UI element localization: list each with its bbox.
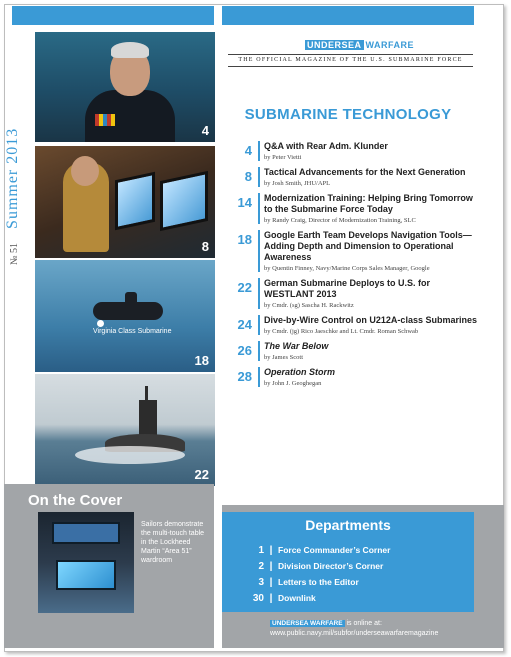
department-item[interactable] xyxy=(228,590,474,606)
toc-divider xyxy=(258,193,260,224)
toc-author: by Josh Smith, JHU/APL xyxy=(264,180,331,187)
toc-title: Dive-by-Wire Control on U212A-class Submarines xyxy=(264,315,477,325)
logo-undersea: UNDERSEA xyxy=(307,40,362,50)
toc-divider xyxy=(258,315,260,335)
masthead-rule xyxy=(228,54,473,55)
console-screen xyxy=(115,172,155,231)
toc-page-number: 4 xyxy=(244,143,252,158)
toc-title: Operation Storm xyxy=(264,367,336,377)
spray-shape xyxy=(75,446,185,464)
online-url-text: is online at: www.public.navy.mil/subfor/underseawarfaremagazine xyxy=(270,620,439,637)
toc-divider xyxy=(258,341,260,361)
toc-page-number: 22 xyxy=(237,280,252,295)
department-page: 1 xyxy=(258,544,264,556)
department-page: 2 xyxy=(258,560,264,572)
masthead-rule xyxy=(228,66,473,67)
top-bar-right xyxy=(222,6,474,25)
photo-sailor-console[interactable] xyxy=(35,146,215,258)
department-item[interactable] xyxy=(228,558,474,574)
photo-german-submarine[interactable] xyxy=(35,374,215,486)
top-bar-left xyxy=(12,6,214,25)
toc-entry[interactable] xyxy=(228,315,478,335)
submarine-sail-shape xyxy=(139,400,157,438)
toc-entry[interactable] xyxy=(228,278,478,309)
toc-entry[interactable] xyxy=(228,193,478,224)
wall-screen-shape xyxy=(52,522,120,544)
photo-page-number: 18 xyxy=(194,353,209,368)
toc-title: Tactical Advancements for the Next Generation xyxy=(264,167,466,177)
toc-entry[interactable] xyxy=(228,141,478,161)
table-of-contents xyxy=(228,141,478,393)
section-title: SUBMARINE TECHNOLOGY xyxy=(244,106,452,123)
cover-caption: Sailors demonstrate the multi-touch table in the Lockheed Martin “Area 51” wardroom xyxy=(141,521,205,564)
department-label: Letters to the Editor xyxy=(278,577,359,587)
toc-title: Google Earth Team Develops Navigation Tools— Adding Depth and Dimension to Operational Awareness xyxy=(264,230,472,262)
department-page: 3 xyxy=(258,576,264,588)
toc-title: Q&A with Rear Adm. Klunder xyxy=(264,141,388,151)
toc-entry[interactable] xyxy=(228,230,478,272)
toc-author: by John J. Geoghegan xyxy=(264,380,322,387)
photo-virginia-submarine[interactable] xyxy=(35,260,215,372)
hair-shape xyxy=(111,42,149,58)
photo-page-number: 22 xyxy=(194,467,209,482)
toc-entry[interactable] xyxy=(228,167,478,187)
online-notice[interactable] xyxy=(270,619,480,639)
department-item[interactable] xyxy=(228,574,474,590)
toc-divider xyxy=(258,230,260,272)
masthead-subtitle: THE OFFICIAL MAGAZINE OF THE U.S. SUBMARINE FORCE xyxy=(238,57,463,63)
photo-admiral[interactable] xyxy=(35,32,215,142)
submarine-hull-shape xyxy=(93,302,163,320)
departments-title: Departments xyxy=(305,517,391,533)
cover-heading: On the Cover xyxy=(28,492,123,509)
department-separator: | xyxy=(269,560,273,572)
toc-author: by Peter Vietti xyxy=(264,154,302,161)
toc-page-number: 14 xyxy=(237,195,252,210)
toc-divider xyxy=(258,141,260,161)
department-label: Force Commander’s Corner xyxy=(278,545,391,555)
department-separator: | xyxy=(269,592,273,604)
toc-page-number: 28 xyxy=(237,369,252,384)
toc-author: by James Scott xyxy=(264,354,303,361)
toc-divider xyxy=(258,278,260,309)
toc-page-number: 8 xyxy=(244,169,252,184)
map-pin-icon xyxy=(97,320,104,327)
toc-author: by Quentin Finney, Navy/Marine Corps Sales Manager, Google xyxy=(264,265,430,272)
online-logo: UNDERSEA WARFARE xyxy=(272,620,343,627)
department-label: Division Director’s Corner xyxy=(278,561,384,571)
masthead-logo xyxy=(305,40,415,52)
toc-divider xyxy=(258,367,260,387)
departments-list xyxy=(228,542,474,606)
department-label: Downlink xyxy=(278,593,316,603)
department-separator: | xyxy=(269,544,273,556)
console-screen xyxy=(160,171,208,231)
sailor-head-shape xyxy=(71,156,99,186)
department-separator: | xyxy=(269,576,273,588)
photo-page-number: 8 xyxy=(201,239,209,254)
cover-photo[interactable] xyxy=(38,512,134,613)
photo-page-number: 4 xyxy=(201,123,209,138)
ribbons-shape xyxy=(95,114,115,126)
logo-warfare: WARFARE xyxy=(365,40,415,50)
toc-author: by Randy Craig, Director of Modernization Training, SLC xyxy=(264,217,416,224)
issue-number: № 51 xyxy=(9,242,20,265)
toc-page-number: 26 xyxy=(237,343,252,358)
toc-title: Modernization Training: Helping Bring Tomorrow to the Submarine Force Today xyxy=(264,193,473,214)
department-item[interactable] xyxy=(228,542,474,558)
toc-title: German Submarine Deploys to U.S. for WESTLANT 2013 xyxy=(264,278,431,299)
toc-title: The War Below xyxy=(264,341,329,351)
toc-author: by Cmdr. (sg) Sascha H. Rackwitz xyxy=(264,302,354,309)
submarine-label: Virginia Class Submarine xyxy=(93,328,172,335)
toc-entry[interactable] xyxy=(228,341,478,361)
touch-table-shape xyxy=(56,560,116,590)
toc-page-number: 18 xyxy=(237,232,252,247)
toc-entry[interactable] xyxy=(228,367,478,387)
issue-label xyxy=(2,40,30,300)
toc-divider xyxy=(258,167,260,187)
toc-page-number: 24 xyxy=(237,317,252,332)
department-page: 30 xyxy=(252,592,264,604)
issue-date: Summer 2013 xyxy=(4,127,21,229)
toc-author: by Cmdr. (jg) Rico Jaeschke and Lt. Cmdr. Roman Schwab xyxy=(264,328,419,335)
